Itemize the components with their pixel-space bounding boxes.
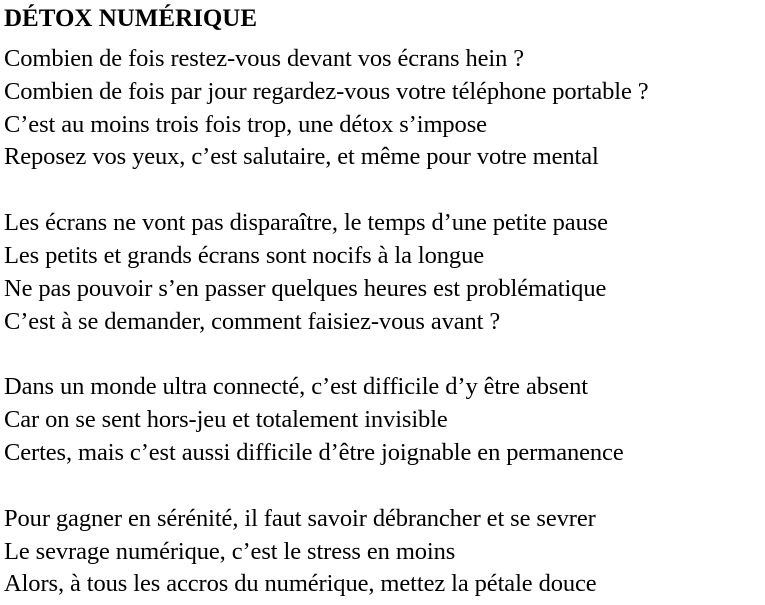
poem-line: Dans un monde ultra connecté, c’est difficile d’y être absent bbox=[4, 373, 588, 401]
poem-line: Pour gagner en sérénité, il faut savoir débrancher et se sevrer bbox=[4, 504, 596, 532]
stanza-4 bbox=[4, 503, 765, 601]
stanza-2 bbox=[4, 207, 765, 338]
poem-line: Alors, à tous les accros du numérique, mettez la pétale douce bbox=[4, 570, 597, 598]
poem-line: Combien de fois restez-vous devant vos écrans hein ? bbox=[4, 45, 525, 72]
poem-title: DÉTOX NUMÉRIQUE bbox=[4, 5, 258, 32]
poem-line: Certes, mais c’est aussi difficile d’être joignable en permanence bbox=[4, 438, 624, 466]
poem-line: Les écrans ne vont pas disparaître, le temps d’une petite pause bbox=[4, 209, 608, 237]
poem-line: Ne pas pouvoir s’en passer quelques heures est problématique bbox=[4, 274, 607, 302]
poem-line: C’est à se demander, comment faisiez-vous avant ? bbox=[4, 307, 501, 335]
poem-line: Combien de fois par jour regardez-vous votre téléphone portable ? bbox=[4, 77, 649, 105]
poem-line: Car on se sent hors-jeu et totalement invisible bbox=[4, 406, 448, 434]
stanza-3 bbox=[4, 371, 765, 469]
poem-line: Reposez vos yeux, c’est salutaire, et même pour votre mental bbox=[4, 143, 599, 171]
poem bbox=[4, 4, 765, 601]
stanza-1 bbox=[4, 43, 765, 174]
poem-line: Le sevrage numérique, c’est le stress en moins bbox=[4, 537, 456, 565]
poem-line: Les petits et grands écrans sont nocifs à la longue bbox=[4, 241, 484, 269]
poem-line: C’est au moins trois fois trop, une détox s’impose bbox=[4, 110, 487, 138]
